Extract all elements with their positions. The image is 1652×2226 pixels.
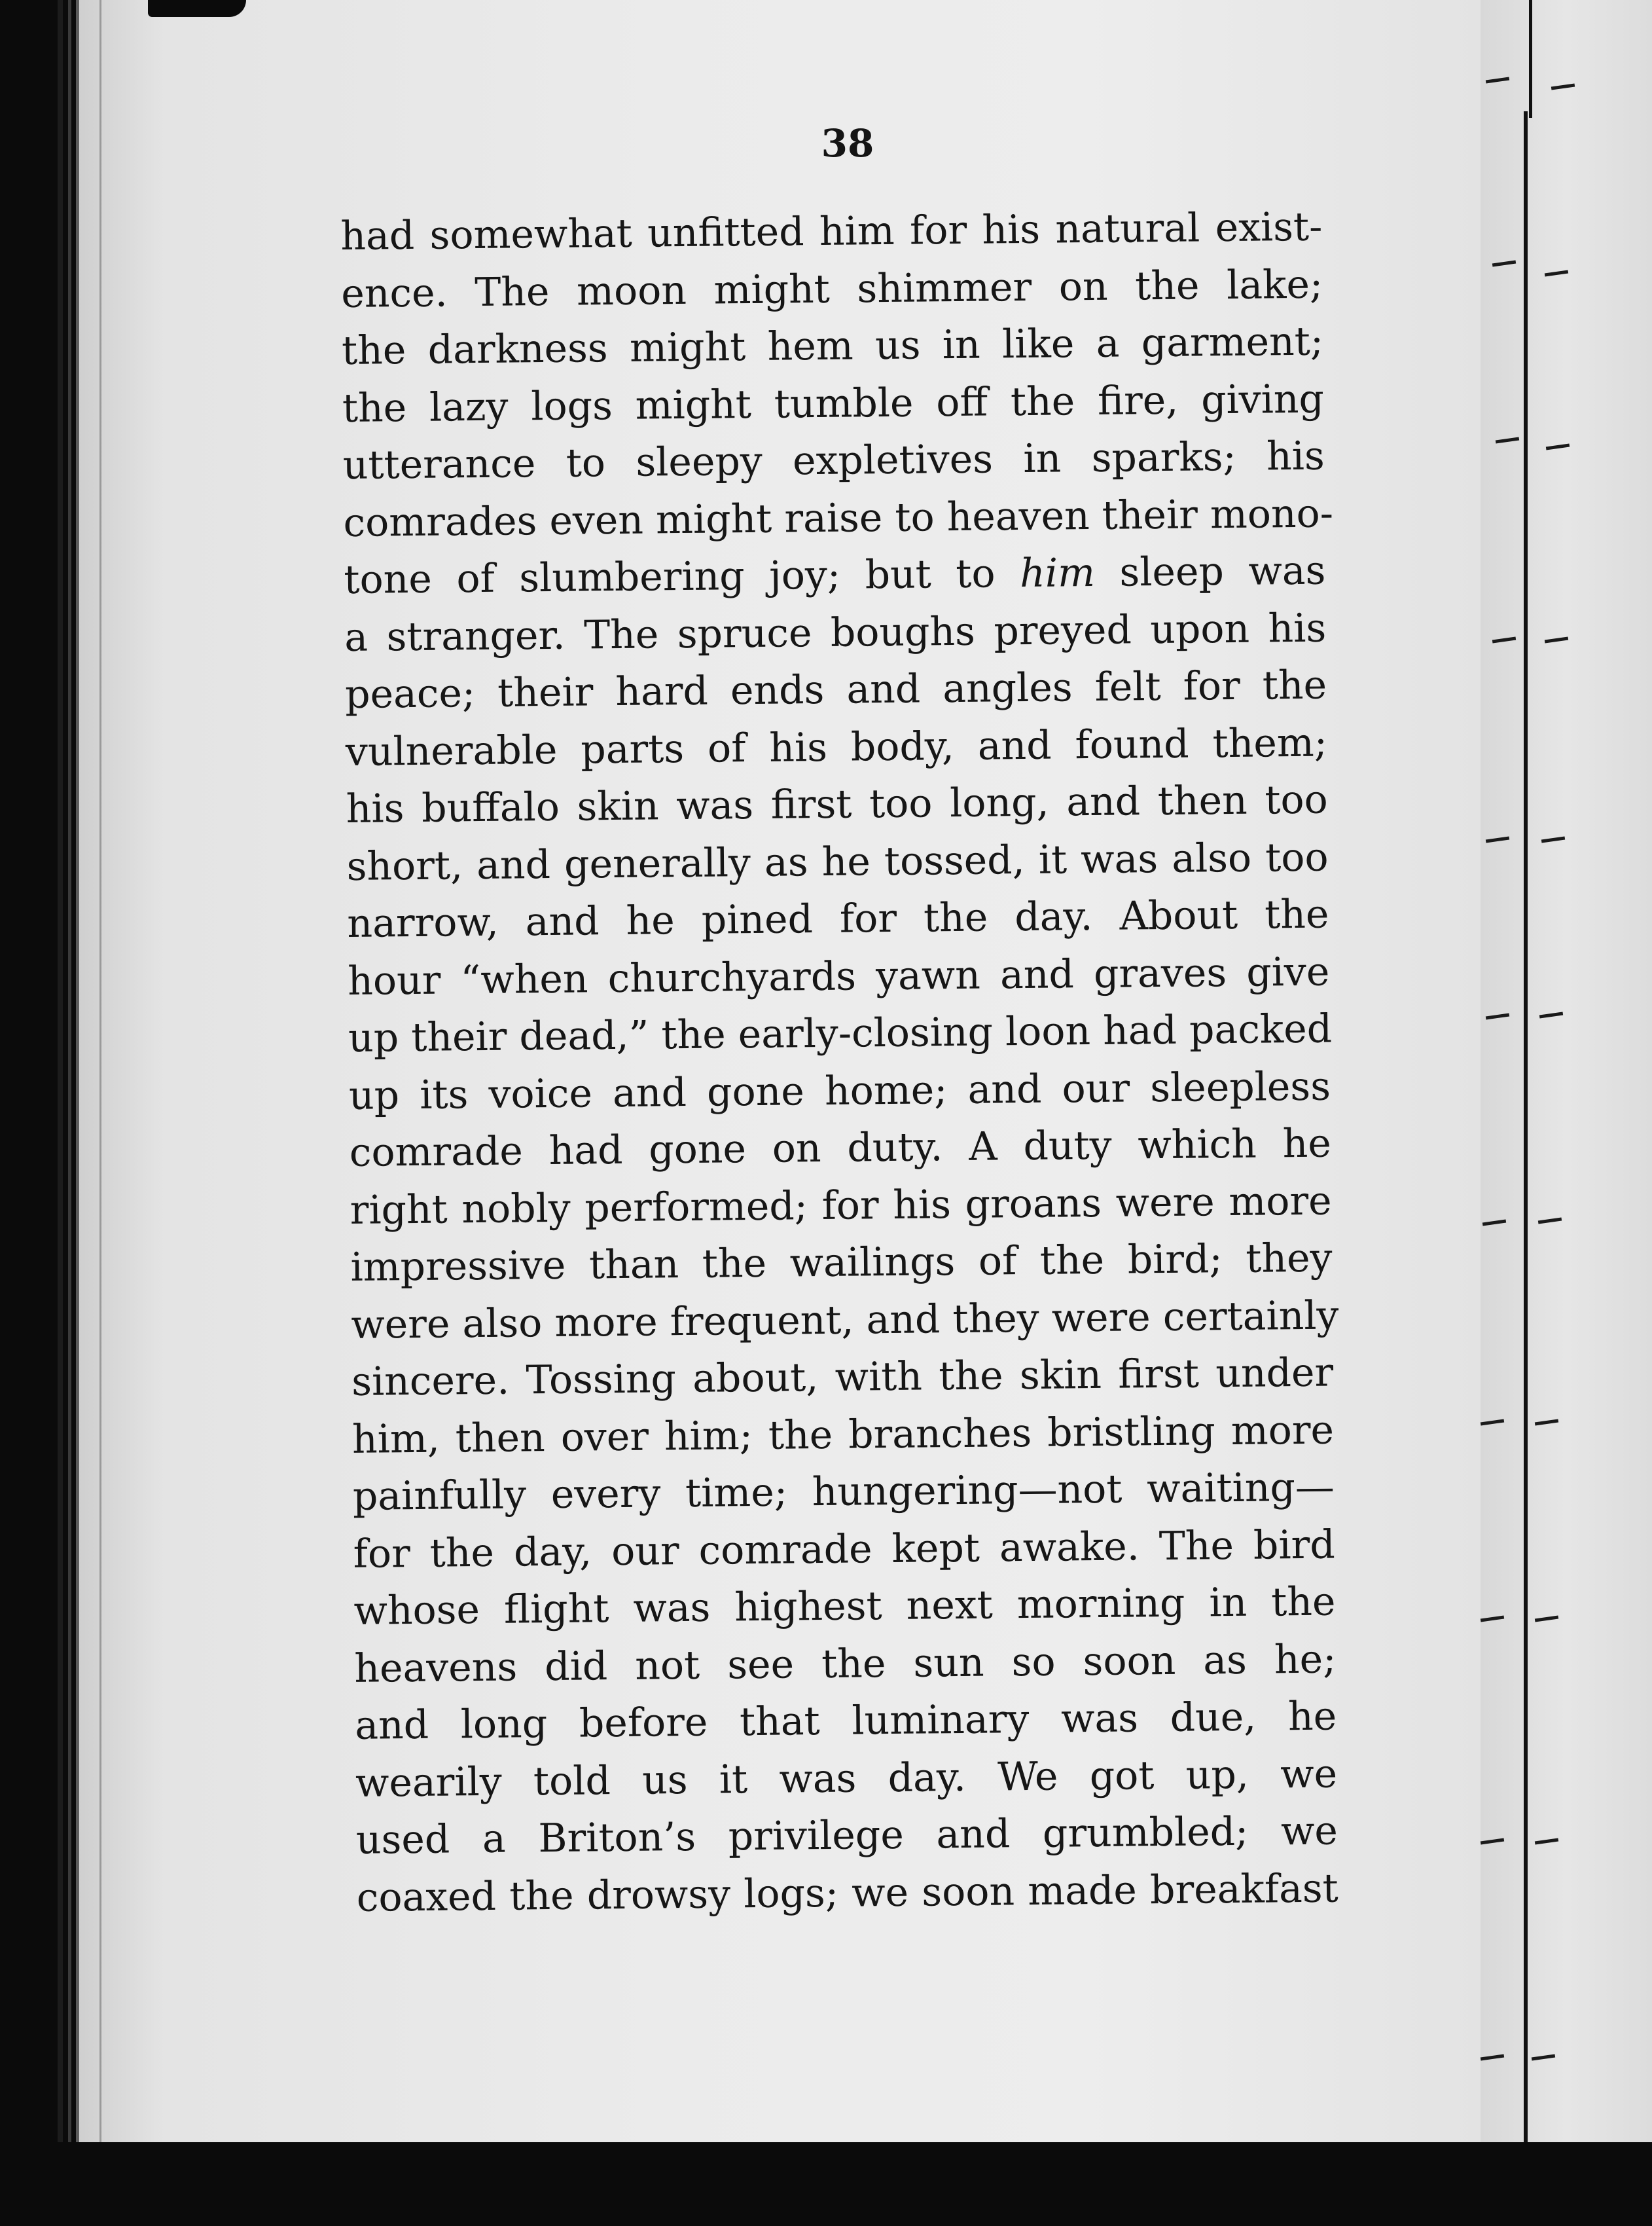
text-line: whose flight was highest next morning in the: [353, 1578, 1336, 1634]
text-line: hour “when churchyards yawn and graves give: [347, 949, 1330, 1004]
text-line: peace; their hard ends and angles felt for the: [344, 662, 1327, 718]
text-line: utterance to sleepy expletives in sparks; his: [342, 433, 1325, 488]
text-line: up their dead,” the early-closing loon had packed: [348, 1006, 1333, 1061]
text-line: heavens did not see the sun so soon as he;: [354, 1636, 1337, 1692]
text-line: ence. The moon might shimmer on the lake;: [340, 261, 1323, 317]
text-line: painfully every time; hungering—not waiting—: [352, 1464, 1335, 1520]
adjacent-page-strip: [1481, 0, 1652, 2167]
text-line: had somewhat unfitted him for his natural exist-: [340, 204, 1323, 259]
text-line: for the day, our comrade kept awake. The bird: [353, 1522, 1335, 1577]
italic-word: him: [1019, 549, 1096, 597]
text-line: the lazy logs might tumble off the fire, giving: [342, 376, 1325, 431]
text-line: a stranger. The spruce boughs preyed upon his: [344, 605, 1327, 661]
text-line-with-italic: [344, 543, 1326, 610]
binding-edge-line: [68, 0, 71, 2154]
text-line: short, and generally as he tossed, it was also too: [346, 834, 1329, 890]
text-line: his buffalo skin was first too long, and then too: [346, 776, 1329, 832]
body-text: [340, 199, 1338, 1927]
text-line: comrade had gone on duty. A duty which he: [349, 1120, 1332, 1176]
text-line: narrow, and he pined for the day. About the: [347, 891, 1329, 947]
scan-blot: [148, 0, 246, 17]
binding-edge-line: [99, 0, 101, 2154]
text-line: used a Briton’s privilege and grumbled; we: [355, 1808, 1338, 1863]
binding-edge-line: [58, 0, 63, 2154]
text-line: impressive than the wailings of the bird; they: [350, 1235, 1333, 1290]
text-line: up its voice and gone home; and our sleepless: [348, 1063, 1331, 1119]
text-line: sincere. Tossing about, with the skin first under: [351, 1349, 1334, 1405]
text-segment: tone of slumbering joy; but to: [344, 551, 1020, 603]
text-line: were also more frequent, and they were certainly: [351, 1292, 1339, 1348]
text-line: and long before that luminary was due, he: [354, 1693, 1337, 1749]
scan-bottom-border: [0, 2142, 1652, 2226]
binding-edge-line: [76, 0, 78, 2154]
text-line: him, then over him; the branches bristling more: [351, 1407, 1335, 1463]
text-line: the darkness might hem us in like a garment;: [341, 318, 1324, 374]
text-line: right nobly performed; for his groans were more: [350, 1178, 1332, 1233]
text-line: vulnerable parts of his body, and found them;: [345, 720, 1328, 775]
text-line: coaxed the drowsy logs; we soon made breakfast: [356, 1865, 1339, 1921]
text-line: wearily told us it was day. We got up, we: [355, 1750, 1338, 1806]
text-segment: sleep was: [1094, 547, 1326, 596]
text-line: comrades even might raise to heaven their mono-: [343, 490, 1334, 546]
fold-line: [1529, 0, 1532, 118]
page-number: 38: [821, 121, 874, 166]
fold-line: [1524, 111, 1528, 2154]
